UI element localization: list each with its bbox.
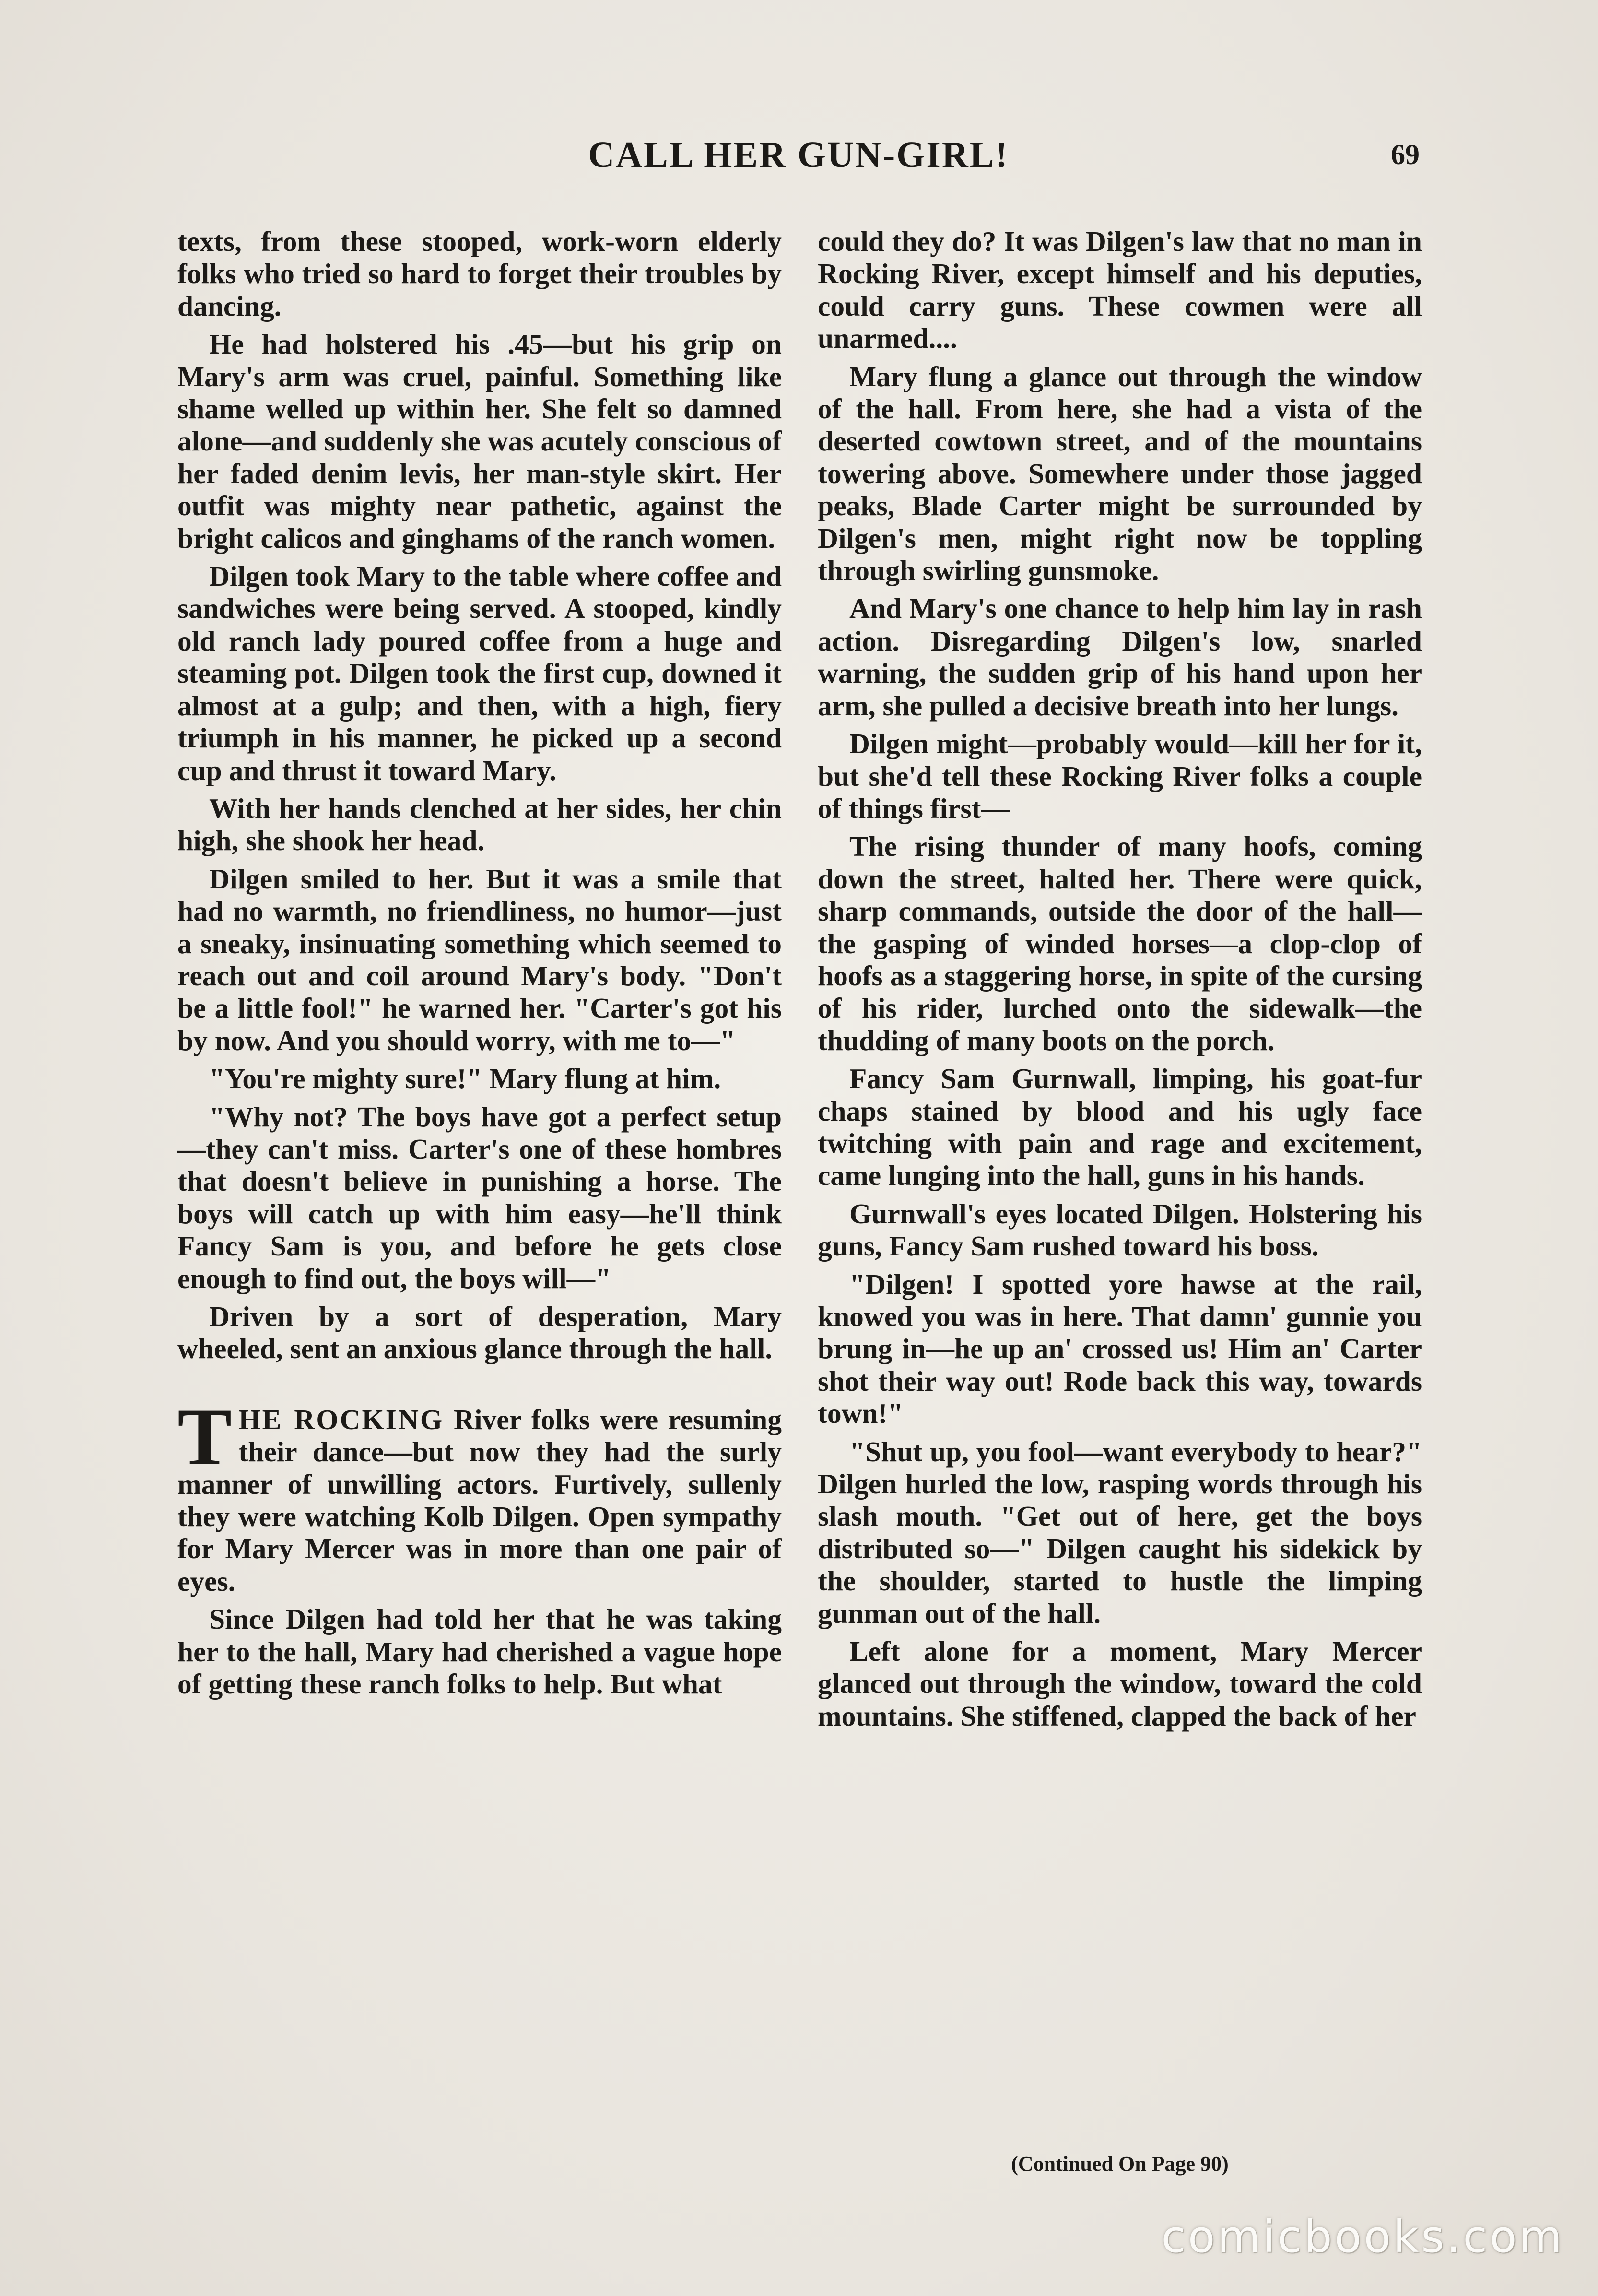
- paragraph: "You're mighty sure!" Mary flung at him.: [209, 1063, 721, 1095]
- paragraph: And Mary's one chance to help him lay in rash action. Disregarding Dilgen's low, snarled warning, the sudden grip of his hand upon her arm, she pulled a decisive breath into her lungs.: [818, 592, 1422, 722]
- page-number: 69: [1391, 139, 1420, 170]
- page-header: [177, 134, 1420, 192]
- paragraph: Since Dilgen had told her that he was taking her to the hall, Mary had cherished a vague hope of getting these ranch folks to help. But what: [177, 1603, 782, 1700]
- lead-in-caps: HE ROCKING: [238, 1403, 444, 1435]
- paragraph: texts, from these stooped, work-worn elderly folks who tried so hard to forget their troubles by dancing.: [177, 225, 782, 322]
- continued-note: (Continued On Page 90): [1011, 2152, 1229, 2176]
- paragraph: Gurnwall's eyes located Dilgen. Holstering his guns, Fancy Sam rushed toward his boss.: [818, 1197, 1422, 1262]
- drop-cap: T: [177, 1391, 232, 1482]
- right-column: [818, 225, 1422, 2188]
- paragraph: "Why not? The boys have got a perfect setup—they can't miss. Carter's one of these hombres that doesn't believe in punishing a horse. The boys will catch up with him easy—he'll think Fancy Sam is you, and before he gets close enough to find out, the boys will—": [177, 1101, 782, 1294]
- running-title: CALL HER GUN-GIRL!: [588, 135, 1009, 175]
- paragraph: Dilgen took Mary to the table where coffee and sandwiches were being served. A stooped, kindly old ranch lady poured coffee from a huge and steaming pot. Dilgen took the first cup, downed it almost at a gulp; and then, with a high, fiery triumph in his manner, he picked up a second cup and thrust it toward Mary.: [177, 560, 782, 786]
- paragraph: Left alone for a moment, Mary Mercer glanced out through the window, toward the cold mountains. She stiffened, clapped the back of her: [818, 1635, 1422, 1732]
- paragraph: Fancy Sam Gurnwall, limping, his goat-fur chaps stained by blood and his ugly face twitching with pain and rage and excitement, came lunging into the hall, guns in his hands.: [818, 1063, 1422, 1192]
- lead-in-text: River folks were resuming their dance—but now they had the surly manner of unwilling actors. Furtively, sullenly they were watching Kolb Dilgen. Open sympathy for Mary Mercer was in more than one pair of eyes.: [177, 1403, 782, 1597]
- paragraph: Dilgen smiled to her. But it was a smile that had no warmth, no friendliness, no humor—just a sneaky, insinuating something which seemed to reach out and coil around Mary's body. "Don't be a little fool!" he warned her. "Carter's got his by now. And you should worry, with me to—": [177, 863, 782, 1056]
- paragraph: "Dilgen! I spotted yore hawse at the rail, knowed you was in here. That damn' gunnie you brung in—he up an' crossed us! Him an' Carter shot their way out! Rode back this way, towards town!": [818, 1268, 1422, 1430]
- paragraph: Driven by a sort of desperation, Mary wheeled, sent an anxious glance through the hall.: [177, 1301, 782, 1365]
- left-column: [177, 225, 782, 2188]
- paragraph: Dilgen might—probably would—kill her for it, but she'd tell these Rocking River folks a couple of things first—: [818, 728, 1422, 824]
- watermark: comicbooks.com: [1161, 2211, 1564, 2262]
- section-opening-paragraph: [177, 1391, 782, 1598]
- paragraph: Mary flung a glance out through the window of the hall. From here, she had a vista of the deserted cowtown street, and of the mountains towering above. Somewhere under those jagged peaks, Blade Carter might be surrounded by Dilgen's men, might right now be toppling through swirling gunsmoke.: [818, 360, 1422, 587]
- paragraph: could they do? It was Dilgen's law that no man in Rocking River, except himself and his deputies, could carry guns. These cowmen were all unarmed....: [818, 225, 1422, 355]
- paragraph: With her hands clenched at her sides, her chin high, she shook her head.: [177, 792, 782, 857]
- paragraph: The rising thunder of many hoofs, coming down the street, halted her. There were quick, sharp commands, outside the door of the hall—the gasping of winded horses—a clop-clop of hoofs as a staggering horse, in spite of the cursing of his rider, lurched onto the sidewalk—the thudding of many boots on the porch.: [818, 830, 1422, 1056]
- paragraph: He had holstered his .45—but his grip on Mary's arm was cruel, painful. Something like shame welled up within her. She felt so damned alone—and suddenly she was acutely conscious of her faded denim levis, her man-style skirt. Her outfit was mighty near pathetic, against the bright calicos and ginghams of the ranch women.: [177, 328, 782, 554]
- paragraph: "Shut up, you fool—want everybody to hear?" Dilgen hurled the low, rasping words through his slash mouth. "Get out of here, get the boys distributed so—" Dilgen caught his sidekick by the shoulder, started to hustle the limping gunman out of the hall.: [818, 1435, 1422, 1629]
